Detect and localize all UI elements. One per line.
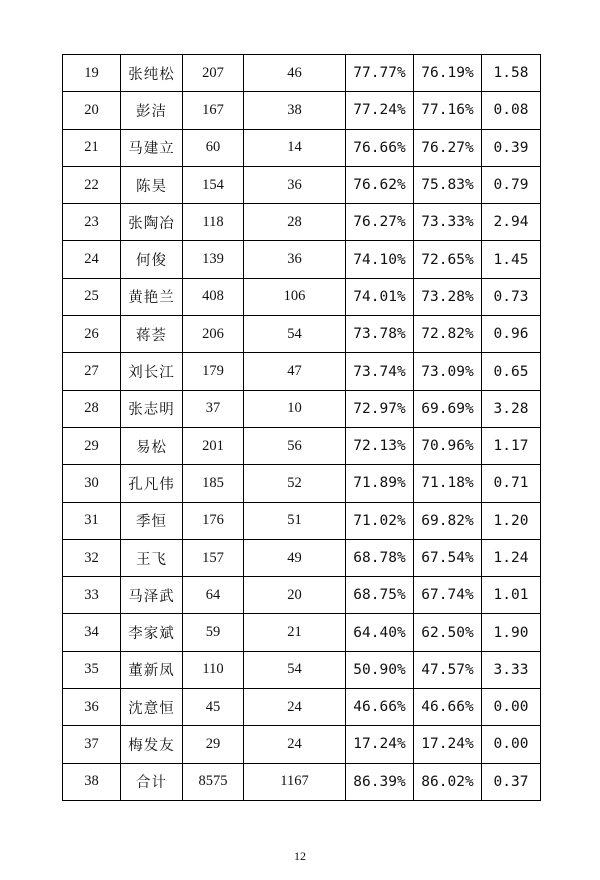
count-cell: 36 — [244, 241, 346, 278]
count-cell: 56 — [244, 427, 346, 464]
total-cell: 154 — [183, 166, 244, 203]
rank-cell: 38 — [63, 763, 121, 800]
name-cell: 彭洁 — [121, 92, 183, 129]
rate-b-cell: 72.82% — [414, 316, 482, 353]
difference-cell: 0.71 — [482, 465, 541, 502]
rate-a-cell: 71.02% — [346, 502, 414, 539]
rate-b-cell: 17.24% — [414, 726, 482, 763]
rate-a-cell: 76.66% — [346, 129, 414, 166]
difference-cell: 0.39 — [482, 129, 541, 166]
rank-cell: 30 — [63, 465, 121, 502]
total-cell: 29 — [183, 726, 244, 763]
count-cell: 21 — [244, 614, 346, 651]
rate-a-cell: 68.75% — [346, 577, 414, 614]
table-row — [63, 539, 541, 576]
count-cell: 1167 — [244, 763, 346, 800]
rank-cell: 21 — [63, 129, 121, 166]
table-row — [63, 390, 541, 427]
table-row — [63, 614, 541, 651]
rank-cell: 22 — [63, 166, 121, 203]
total-cell: 59 — [183, 614, 244, 651]
name-cell: 黄艳兰 — [121, 278, 183, 315]
table-row — [63, 651, 541, 688]
table-row — [63, 129, 541, 166]
table-row — [63, 55, 541, 92]
rate-b-cell: 71.18% — [414, 465, 482, 502]
count-cell: 106 — [244, 278, 346, 315]
count-cell: 28 — [244, 204, 346, 241]
rank-cell: 20 — [63, 92, 121, 129]
count-cell: 10 — [244, 390, 346, 427]
rank-cell: 27 — [63, 353, 121, 390]
rate-b-cell: 73.28% — [414, 278, 482, 315]
total-cell: 139 — [183, 241, 244, 278]
rank-cell: 25 — [63, 278, 121, 315]
rate-a-cell: 46.66% — [346, 689, 414, 726]
count-cell: 47 — [244, 353, 346, 390]
name-cell: 沈意恒 — [121, 689, 183, 726]
difference-cell: 0.00 — [482, 689, 541, 726]
rate-a-cell: 72.97% — [346, 390, 414, 427]
count-cell: 46 — [244, 55, 346, 92]
name-cell: 张志明 — [121, 390, 183, 427]
rank-cell: 29 — [63, 427, 121, 464]
total-cell: 176 — [183, 502, 244, 539]
difference-cell: 1.58 — [482, 55, 541, 92]
rank-cell: 31 — [63, 502, 121, 539]
count-cell: 54 — [244, 316, 346, 353]
rate-b-cell: 69.69% — [414, 390, 482, 427]
name-cell: 马泽武 — [121, 577, 183, 614]
difference-cell: 2.94 — [482, 204, 541, 241]
table-body — [63, 55, 541, 801]
name-cell: 蒋荟 — [121, 316, 183, 353]
rate-b-cell: 69.82% — [414, 502, 482, 539]
rate-b-cell: 73.33% — [414, 204, 482, 241]
rank-cell: 35 — [63, 651, 121, 688]
table-row — [63, 166, 541, 203]
count-cell: 24 — [244, 689, 346, 726]
total-cell: 8575 — [183, 763, 244, 800]
name-cell: 梅发友 — [121, 726, 183, 763]
table-row — [63, 278, 541, 315]
total-cell: 60 — [183, 129, 244, 166]
total-cell: 167 — [183, 92, 244, 129]
name-cell: 李家斌 — [121, 614, 183, 651]
count-cell: 52 — [244, 465, 346, 502]
total-cell: 185 — [183, 465, 244, 502]
rank-cell: 34 — [63, 614, 121, 651]
rank-cell: 33 — [63, 577, 121, 614]
total-cell: 408 — [183, 278, 244, 315]
rank-cell: 36 — [63, 689, 121, 726]
rate-a-cell: 73.78% — [346, 316, 414, 353]
table-row — [63, 427, 541, 464]
count-cell: 24 — [244, 726, 346, 763]
rate-a-cell: 73.74% — [346, 353, 414, 390]
name-cell: 马建立 — [121, 129, 183, 166]
difference-cell: 1.45 — [482, 241, 541, 278]
table-row — [63, 689, 541, 726]
count-cell: 51 — [244, 502, 346, 539]
name-cell: 张陶冶 — [121, 204, 183, 241]
rate-a-cell: 17.24% — [346, 726, 414, 763]
difference-cell: 0.79 — [482, 166, 541, 203]
rate-a-cell: 76.27% — [346, 204, 414, 241]
difference-cell: 1.24 — [482, 539, 541, 576]
name-cell: 何俊 — [121, 241, 183, 278]
rate-a-cell: 74.01% — [346, 278, 414, 315]
rate-b-cell: 77.16% — [414, 92, 482, 129]
page-number: 12 — [294, 849, 306, 863]
rate-b-cell: 62.50% — [414, 614, 482, 651]
count-cell: 49 — [244, 539, 346, 576]
table-row — [63, 204, 541, 241]
table-row — [63, 763, 541, 800]
name-cell: 董新凤 — [121, 651, 183, 688]
rate-b-cell: 76.27% — [414, 129, 482, 166]
rate-a-cell: 76.62% — [346, 166, 414, 203]
rate-a-cell: 86.39% — [346, 763, 414, 800]
count-cell: 38 — [244, 92, 346, 129]
table-row — [63, 92, 541, 129]
rate-b-cell: 72.65% — [414, 241, 482, 278]
name-cell: 陈昊 — [121, 166, 183, 203]
count-cell: 36 — [244, 166, 346, 203]
difference-cell: 0.65 — [482, 353, 541, 390]
name-cell: 孔凡伟 — [121, 465, 183, 502]
rate-b-cell: 67.54% — [414, 539, 482, 576]
rate-b-cell: 47.57% — [414, 651, 482, 688]
results-table — [62, 54, 541, 801]
difference-cell: 0.37 — [482, 763, 541, 800]
rate-b-cell: 70.96% — [414, 427, 482, 464]
table-row — [63, 353, 541, 390]
table-row — [63, 465, 541, 502]
name-cell: 易松 — [121, 427, 183, 464]
total-cell: 110 — [183, 651, 244, 688]
difference-cell: 1.01 — [482, 577, 541, 614]
table-row — [63, 241, 541, 278]
total-cell: 157 — [183, 539, 244, 576]
count-cell: 14 — [244, 129, 346, 166]
rate-a-cell: 64.40% — [346, 614, 414, 651]
rank-cell: 23 — [63, 204, 121, 241]
name-cell: 王飞 — [121, 539, 183, 576]
total-cell: 118 — [183, 204, 244, 241]
difference-cell: 0.73 — [482, 278, 541, 315]
table-row — [63, 502, 541, 539]
table-row — [63, 726, 541, 763]
rate-a-cell: 72.13% — [346, 427, 414, 464]
difference-cell: 0.08 — [482, 92, 541, 129]
total-cell: 206 — [183, 316, 244, 353]
rate-b-cell: 67.74% — [414, 577, 482, 614]
table-row — [63, 316, 541, 353]
rate-a-cell: 50.90% — [346, 651, 414, 688]
table-row — [63, 577, 541, 614]
rate-b-cell: 76.19% — [414, 55, 482, 92]
rank-cell: 24 — [63, 241, 121, 278]
rank-cell: 19 — [63, 55, 121, 92]
difference-cell: 3.33 — [482, 651, 541, 688]
rate-a-cell: 77.77% — [346, 55, 414, 92]
total-cell: 207 — [183, 55, 244, 92]
rate-b-cell: 73.09% — [414, 353, 482, 390]
total-cell: 45 — [183, 689, 244, 726]
name-cell: 季恒 — [121, 502, 183, 539]
difference-cell: 1.90 — [482, 614, 541, 651]
rate-a-cell: 68.78% — [346, 539, 414, 576]
rate-b-cell: 75.83% — [414, 166, 482, 203]
total-cell: 179 — [183, 353, 244, 390]
name-cell: 张纯松 — [121, 55, 183, 92]
name-cell: 合计 — [121, 763, 183, 800]
total-cell: 37 — [183, 390, 244, 427]
name-cell: 刘长江 — [121, 353, 183, 390]
difference-cell: 1.20 — [482, 502, 541, 539]
difference-cell: 3.28 — [482, 390, 541, 427]
rank-cell: 28 — [63, 390, 121, 427]
rate-b-cell: 46.66% — [414, 689, 482, 726]
rate-a-cell: 74.10% — [346, 241, 414, 278]
rank-cell: 26 — [63, 316, 121, 353]
rate-a-cell: 71.89% — [346, 465, 414, 502]
total-cell: 201 — [183, 427, 244, 464]
rate-b-cell: 86.02% — [414, 763, 482, 800]
difference-cell: 0.96 — [482, 316, 541, 353]
count-cell: 54 — [244, 651, 346, 688]
total-cell: 64 — [183, 577, 244, 614]
rank-cell: 32 — [63, 539, 121, 576]
rate-a-cell: 77.24% — [346, 92, 414, 129]
difference-cell: 0.00 — [482, 726, 541, 763]
rank-cell: 37 — [63, 726, 121, 763]
count-cell: 20 — [244, 577, 346, 614]
difference-cell: 1.17 — [482, 427, 541, 464]
